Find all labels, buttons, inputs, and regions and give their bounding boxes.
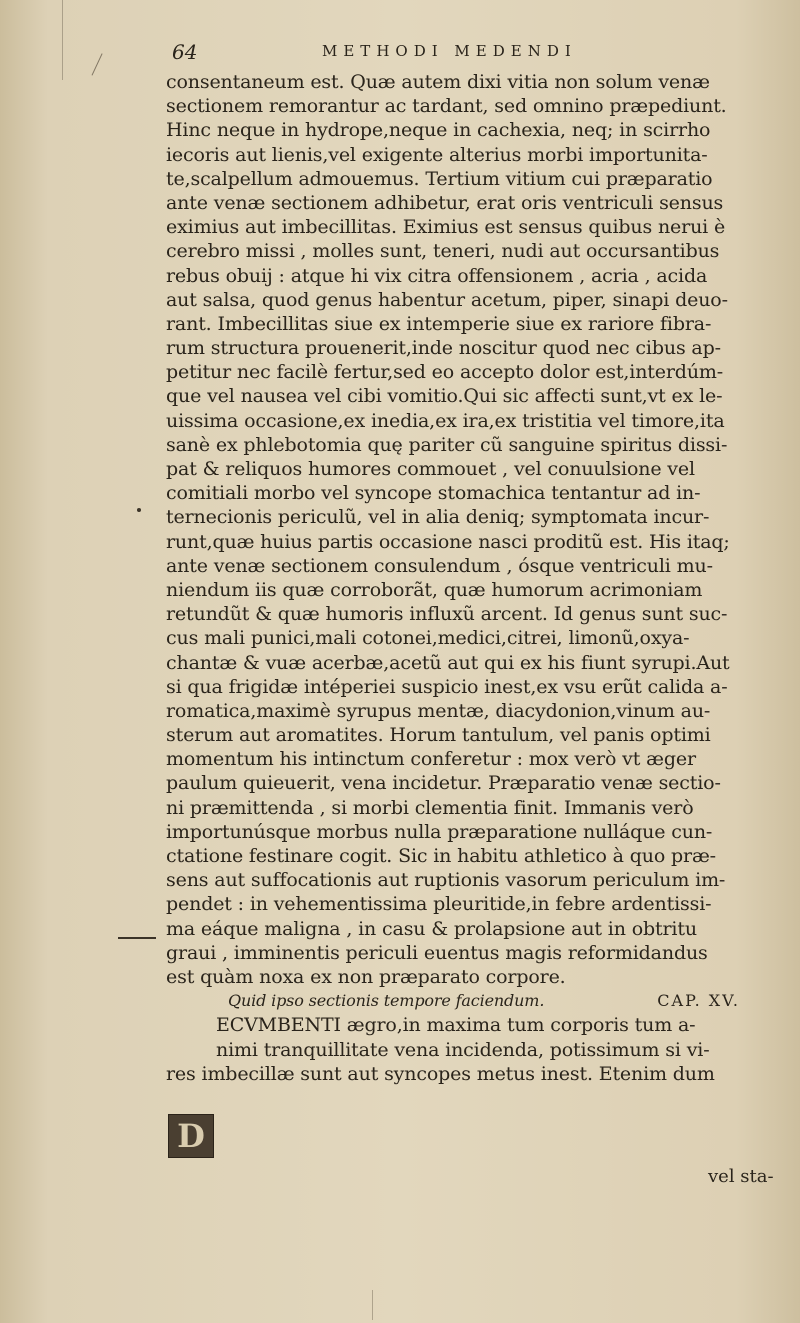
text-line: sterum aut aromatites. Horum tantulum, vel panis optimi — [166, 724, 711, 747]
text-line: aut salsa, quod genus habentur acetum, piper, sinapi deuo- — [166, 288, 728, 311]
text-line: graui , imminentis periculi euentus magis reformidandus — [166, 941, 708, 964]
text-line: sanè ex phlebotomia quę pariter cũ sanguine spiritus dissi- — [166, 433, 728, 456]
text-line: chantæ & vuæ acerbæ,acetũ aut qui ex his fiunt syrupi.Aut — [166, 651, 730, 674]
gutter-line — [62, 0, 63, 80]
text-line: Hinc neque in hydrope,neque in cachexia, neq; in scirrho — [166, 119, 711, 142]
text-line: nimi tranquillitate vena incidenda, potissimum si vi- — [216, 1038, 710, 1061]
text-line: ma eáque maligna , in casu & prolapsione aut in obtritu — [166, 917, 697, 940]
text-line: sectionem remorantur ac tardant, sed omnino præpediunt. — [166, 95, 727, 118]
running-head: METHODI MEDENDI — [322, 42, 577, 60]
text-line: momentum his intinctum conferetur : mox verò vt æger — [166, 748, 696, 771]
margin-pen-mark — [92, 53, 114, 80]
text-line: ante venæ sectionem adhibetur, erat oris ventriculi sensus — [166, 191, 724, 214]
page-number: 64 — [172, 40, 198, 64]
text-line: ante venæ sectionem consulendum , ósque ventriculi mu- — [166, 554, 713, 577]
text-line: cus mali punici,mali cotonei,medici,citrei, limonũ,oxya- — [166, 627, 690, 650]
text-line: cerebro missi , molles sunt, teneri, nudi aut occursantibus — [166, 240, 720, 263]
text-line: rant. Imbecillitas siue ex intemperie siue ex rariore fibra- — [166, 312, 712, 335]
body-text — [166, 70, 788, 1086]
bottom-mark — [372, 1290, 373, 1320]
page-header — [172, 40, 782, 70]
caption-title: Quid ipso sectionis tempore faciendum. — [228, 991, 545, 1011]
chapter-label: CAP. XV. — [657, 991, 740, 1011]
text-line: ctatione festinare cogit. Sic in habitu athletico à quo præ- — [166, 845, 716, 867]
text-line: runt,quæ huius partis occasione nasci proditũ est. His itaq; — [166, 530, 730, 553]
text-line: rum structura prouenerit,inde noscitur quod nec cibus ap- — [166, 337, 721, 360]
text-line: res imbecillæ sunt aut syncopes metus inest. Etenim dum — [166, 1062, 715, 1085]
text-line: petitur nec facilè fertur,sed eo accepto dolor est,interdúm- — [166, 361, 724, 384]
chapter-caption — [166, 989, 788, 1013]
text-line: retundũt & quæ humoris influxũ arcent. Id genus sunt suc- — [166, 603, 728, 626]
text-line: consentaneum est. Quæ autem dixi vitia non solum venæ — [166, 71, 710, 93]
text-line: importunúsque morbus nulla præparatione nulláque cun- — [166, 820, 713, 843]
text-line: romatica,maximè syrupus mentæ, diacydonion,vinum au- — [166, 699, 711, 722]
text-line: iecoris aut lienis,vel exigente alterius morbi importunita- — [166, 143, 708, 166]
text-line: te,scalpellum admouemus. Tertium vitium cui præparatio — [166, 167, 713, 190]
text-line: pendet : in vehementissima pleuritide,in febre ardentissi- — [166, 893, 712, 916]
text-line: comitiali morbo vel syncope stomachica tentantur ad in- — [166, 482, 701, 505]
text-line: ni præmittenda , si morbi clementia finit. Immanis verò — [166, 796, 694, 819]
margin-dot — [137, 508, 141, 512]
text-line: ECVMBENTI ægro,in maxima tum corporis tum a- — [216, 1014, 696, 1037]
initial-letter: D — [177, 1117, 205, 1155]
text-line: rebus obuij : atque hi vix citra offensionem , acria , acida — [166, 264, 708, 287]
decorated-initial — [168, 1114, 214, 1158]
text-line: que vel nausea vel cibi vomitio.Qui sic affecti sunt,vt ex le- — [166, 385, 723, 408]
text-line: sens aut suffocationis aut ruptionis vasorum periculum im- — [166, 869, 726, 892]
text-line: paulum quieuerit, vena incidetur. Præparatio venæ sectio- — [166, 772, 721, 795]
text-line: pat & reliquos humores commouet , vel conuulsione vel — [166, 458, 695, 480]
text-line: si qua frigidæ intéperiei suspicio inest,ex vsu erũt calida a- — [166, 675, 728, 698]
margin-dash — [118, 937, 156, 939]
text-line: est quàm noxa ex non præparato corpore. — [166, 965, 566, 988]
text-line: ternecionis periculũ, vel in alia deniq; symptomata incur- — [166, 506, 710, 529]
text-line: uissima occasione,ex inedia,ex ira,ex tristitia vel timore,ita — [166, 409, 725, 432]
text-line: eximius aut imbecillitas. Eximius est sensus quibus nerui è — [166, 216, 726, 239]
catchword: vel sta- — [708, 1166, 774, 1187]
text-line: niendum iis quæ corroborãt, quæ humorum acrimoniam — [166, 578, 703, 601]
